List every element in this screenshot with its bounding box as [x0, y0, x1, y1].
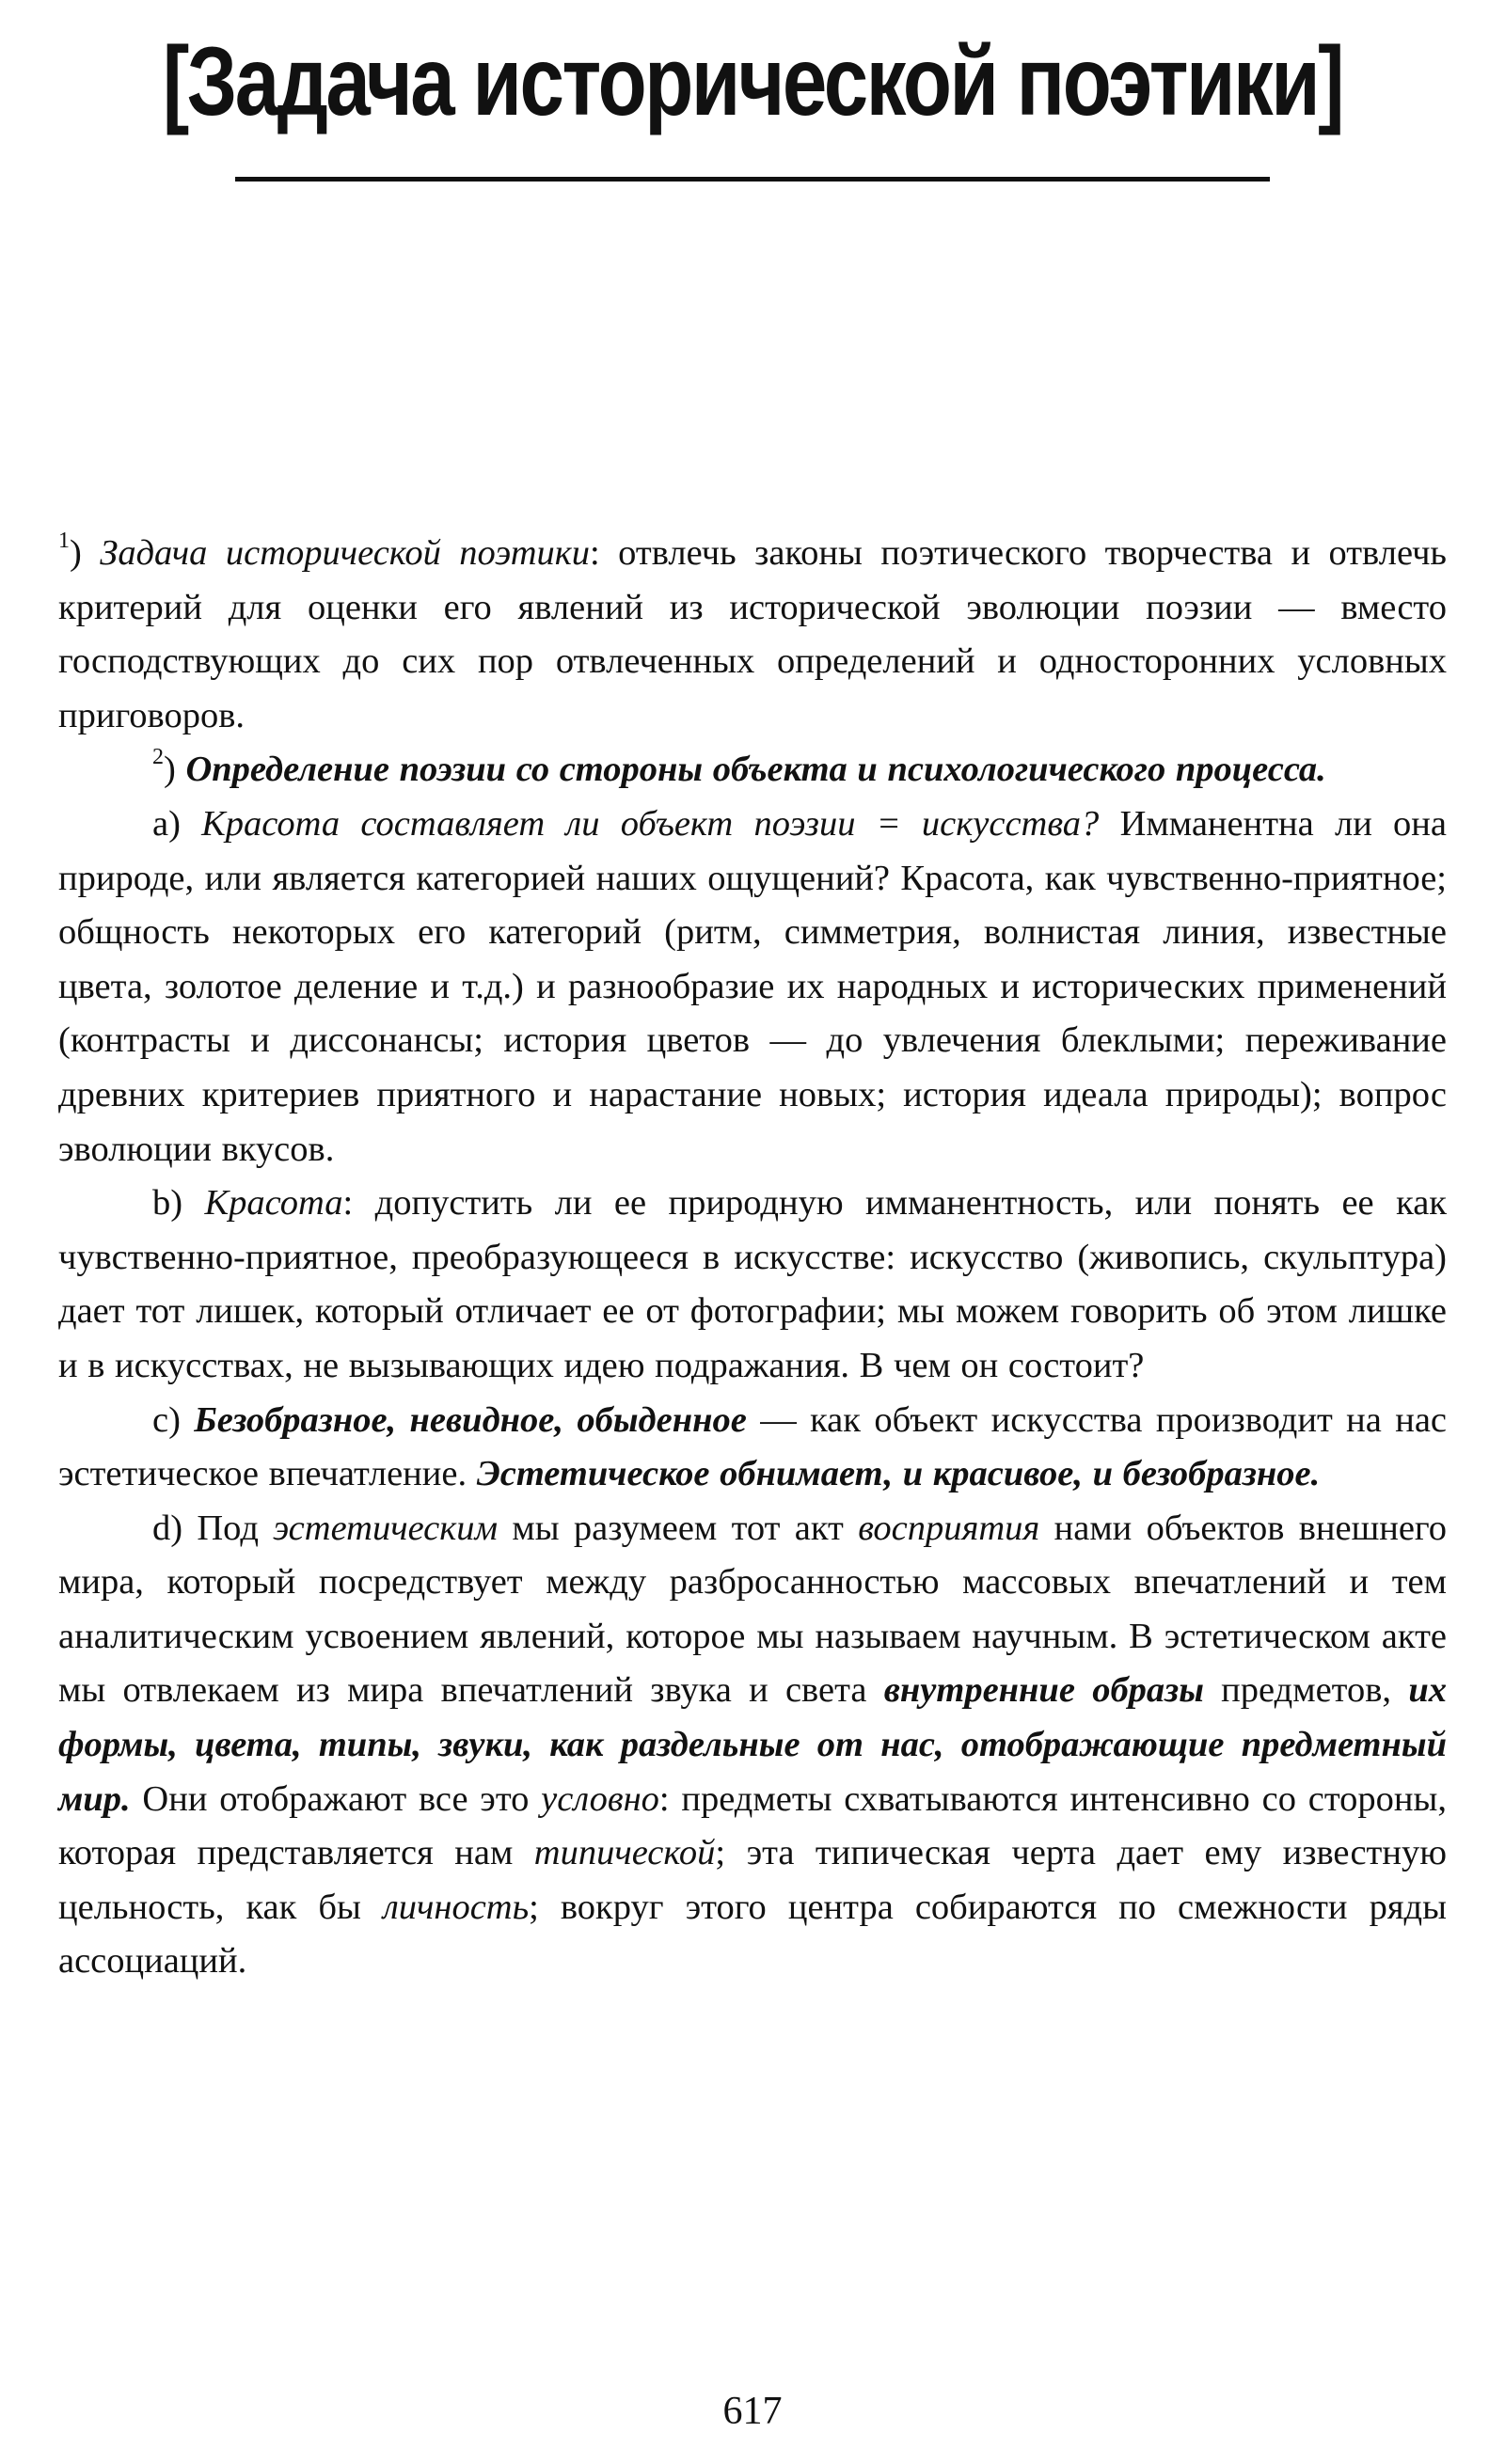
paragraph-text: предметов, [1203, 1670, 1409, 1711]
italic-phrase: Безобразное, невидное, обыденное [194, 1399, 747, 1440]
paragraph-b [58, 1177, 1447, 1393]
paragraph-c [58, 1394, 1447, 1502]
paragraph-text: : предметы схватываются интенсивно со стороны, которая представляется нам [58, 1778, 1447, 1873]
italic-phrase: восприятия [858, 1508, 1040, 1548]
paragraph-text: Имманентна ли она природе, или является категорией наших ощущений? Красота, как чувственно-приятное; общность некоторых его категорий (ритм, симметрия, волнистая линия, известные цвета, золотое деление и т.д.) и разнообразие их народных и исторических применений (контрасты и диссонансы; история цветов — до увлечения блеклыми; переживание древних критериев приятного и нарастание новых; история идеала природы); вопрос эволюции вкусов. [58, 803, 1447, 1169]
italic-phrase: Определение поэзии со стороны объекта и психологического процесса. [185, 750, 1326, 790]
paragraph-text: мы разумеем тот акт [498, 1508, 859, 1548]
footnote-marker: 1 [58, 529, 70, 553]
paragraph-text: ; вокруг этого центра собираются по смежности ряды ассоциаций. [58, 1887, 1447, 1982]
italic-phrase: Эстетическое обнимает, и красивое, и безобразное. [476, 1454, 1321, 1494]
italic-phrase: Красота [204, 1183, 343, 1224]
paragraph-label: d) Под [152, 1508, 274, 1548]
italic-phrase: условно [541, 1778, 659, 1819]
title-underline [235, 177, 1270, 182]
paragraph-label: ) [70, 533, 101, 573]
paragraph-label: ) [164, 750, 186, 790]
italic-phrase: личность [382, 1887, 530, 1927]
footnote-marker: 2 [152, 745, 164, 770]
italic-phrase: их формы, цвета, типы, звуки, как раздельные от нас, отображающие предметный мир. [58, 1670, 1447, 1819]
italic-phrase: внутренние образы [883, 1670, 1204, 1711]
page-title: [Задача исторической поэтики] [162, 27, 1343, 136]
italic-phrase: Красота составляет ли объект поэзии = искусства? [201, 803, 1100, 844]
paragraph-label: c) [152, 1399, 195, 1440]
italic-phrase: Задача исторической поэтики [100, 533, 591, 573]
italic-phrase: эстетическим [273, 1508, 499, 1548]
paragraph-label: b) [152, 1183, 205, 1224]
paragraph-1 [58, 527, 1447, 743]
article-body [58, 527, 1447, 1989]
page-number: 617 [722, 2390, 783, 2433]
paragraph-text: Они отображают все это [130, 1778, 542, 1819]
paragraph-d [58, 1502, 1447, 1989]
paragraph-text: : допустить ли ее природную имманентность, или понять ее как чувственно-приятное, преобразующееся в искусстве: искусство (живопись, скульптура) дает тот лишек, который отличает ее от фотографии; мы можем говорить об этом лишке и в искусствах, не вызывающих идею подражания. В чем он состоит? [58, 1183, 1447, 1385]
paragraph-text: нами объектов внешнего мира, который посредствует между разбросанностью массовых впечатлений и тем аналитическим усвоением явлений, которое мы называем научным. В эстетическом акте мы отвлекаем из мира впечатлений звука и света [58, 1508, 1447, 1711]
paragraph-text: — как объект искусства производит на нас эстетическое впечатление. [58, 1399, 1447, 1494]
paragraph-text: ; эта типическая черта дает ему известную цельность, как бы [58, 1833, 1447, 1927]
paragraph-2 [58, 743, 1447, 798]
italic-phrase: типической [533, 1833, 716, 1873]
paragraph-label: a) [152, 803, 202, 844]
paragraph-text: : отвлечь законы поэтического творчества и отвлечь критерий для оценки его явлений из исторической эволюции поэзии — вместо господствующих до сих пор отвлеченных определений и односторонних условных приговоров. [58, 533, 1447, 735]
paragraph-a [58, 798, 1447, 1177]
